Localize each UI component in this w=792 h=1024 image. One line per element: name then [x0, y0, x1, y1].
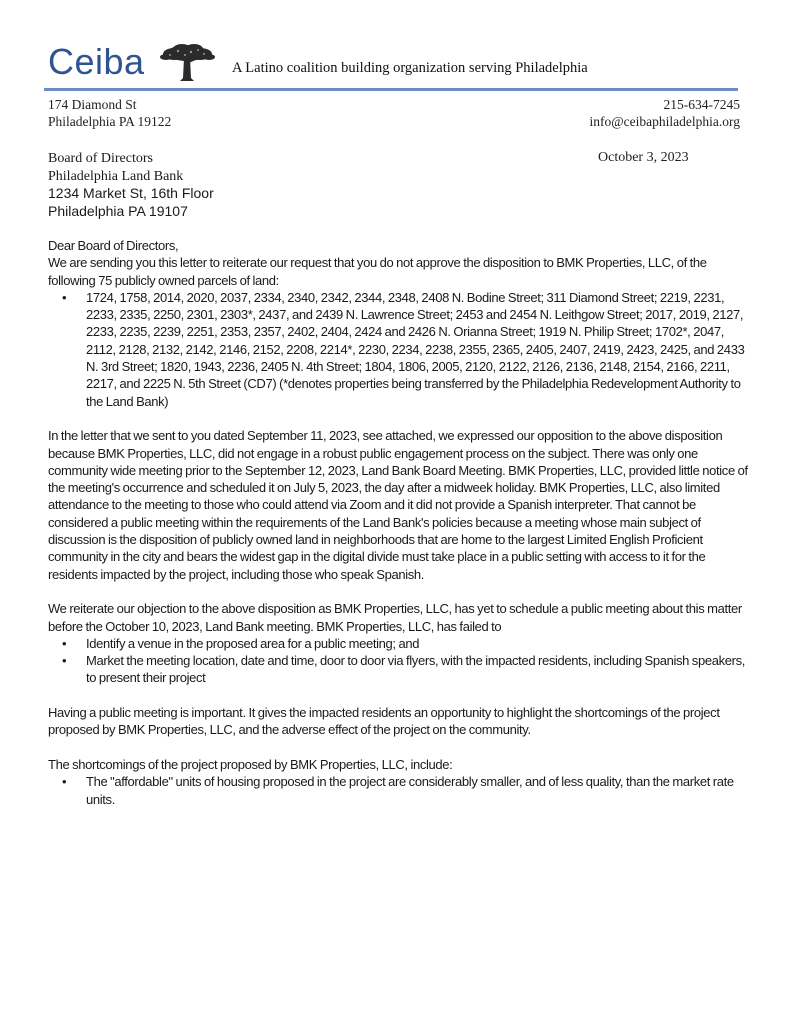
paragraph-shortcomings-intro: The shortcomings of the project proposed by BMK Properties, LLC, include: — [48, 756, 453, 772]
bullet-icon: • — [62, 289, 67, 305]
bullet-icon: • — [62, 635, 67, 651]
paragraph-prior-letter: In the letter that we sent to you dated September 11, 2023, see attached, we expressed our opposition to the above disposition because BMK Properties, LLC, did not engage in a robust public engagement process on the subject. There was only one community wide meeting prior to the September 12, 2023, Land Bank Board Meeting. BMK Properties, LLC, provided little notice of the meeting's occurrence and scheduled it on July 5, 2023, the day after a midweek holiday. BMK Properties, LLC, also limited attendance to the meeting to those who could attend via Zoom and it did not provide a Spanish interpreter. That cannot be considered a public meeting within the requirements of the Land Bank's policies because a meeting whose main subject of discussion is the disposition of publicly owned land in neighborhoods that are home to the largest Limited English Proficient community in the city and bears the widest gap in the digital divide must take place in a public setting with access to it for the residents impacted by the project, including those who speak Spanish. — [48, 428, 748, 582]
bullet-icon: • — [62, 774, 67, 790]
shortcoming-item — [48, 773, 748, 808]
org-logo-text: Ceiba — [48, 41, 145, 82]
sender-contact — [589, 96, 740, 130]
sender-address — [48, 96, 171, 130]
paragraph-importance: Having a public meeting is important. It gives the impacted residents an opportunity to highlight the shortcomings of the project proposed by BMK Properties, LLC, and the adverse effect of the project on the community. — [48, 705, 720, 738]
sender-phone: 215-634-7245 — [663, 97, 740, 112]
recipient-line3: 1234 Market St, 16th Floor — [48, 185, 214, 201]
org-tagline: A Latino coalition building organization serving Philadelphia — [232, 60, 588, 76]
recipient-address — [48, 150, 214, 220]
sender-email: info@ceibaphiladelphia.org — [589, 114, 740, 129]
shortcoming-text: The "affordable" units of housing proposed in the project are considerably smaller, and of less quality, than the market rate units. — [86, 774, 734, 807]
failed-to-item — [48, 635, 748, 652]
recipient-line2: Philadelphia Land Bank — [48, 168, 184, 184]
sender-address-line1: 174 Diamond St — [48, 97, 137, 112]
shortcomings-list — [48, 773, 748, 808]
letter-body — [48, 237, 748, 808]
tree-icon — [158, 42, 216, 82]
failed-to-text: Market the meeting location, date and time, door to door via flyers, with the impacted residents, including Spanish speakers, to present their project — [86, 653, 746, 686]
header-rule — [44, 88, 738, 91]
parcels-text: 1724, 1758, 2014, 2020, 2037, 2334, 2340, 2342, 2344, 2348, 2408 N. Bodine Street; 311 Diamond Street; 2219, 2231, 2233, 2335, 2250, 2301, 2303*, 2437, and 2439 N. Lawrence Street; 2453 and 2454 N. Leithgow Street; 2017, 2019, 2127, 2233, 2235, 2239, 2251, 2353, 2357, 2402, 2404, 2424 and 2426 N. Orianna Street; 1919 N. Philip Street; 1702*, 2047, 2112, 2128, 2132, 2142, 2146, 2152, 2208, 2214*, 2230, 2234, 2238, 2355, 2365, 2405, 2407, 2419, 2423, 2425, and 2433 N. 3rd Street; 1820, 1943, 2236, 2405 N. 4th Street; 1804, 1806, 2005, 2120, 2122, 2126, 2136, 2148, 2154, 2166, 2211, 2217, and 2225 N. 5th Street (CD7) (*denotes properties being transferred by the Philadelphia Redevelopment Authority to the Land Bank) — [86, 289, 745, 409]
recipient-line1: Board of Directors — [48, 151, 153, 166]
failed-to-item — [48, 652, 748, 687]
sender-address-line2: Philadelphia PA 19122 — [48, 114, 172, 129]
letter-date: October 3, 2023 — [598, 150, 689, 165]
parcels-list — [48, 289, 748, 410]
recipient-line4: Philadelphia PA 19107 — [48, 202, 188, 219]
parcels-list-item — [48, 289, 748, 410]
paragraph-objection: We reiterate our objection to the above disposition as BMK Properties, LLC, has yet to schedule a public meeting about this matter before the October 10, 2023, Land Bank meeting. BMK Properties, LLC, has failed to — [48, 601, 742, 634]
intro-paragraph: We are sending you this letter to reiterate our request that you do not approve the disposition to BMK Properties, LLC, of the following 75 publicly owned parcels of land: — [48, 255, 707, 288]
failed-to-text: Identify a venue in the proposed area for a public meeting; and — [86, 635, 420, 651]
bullet-icon: • — [62, 653, 67, 669]
letterhead-banner — [48, 40, 740, 90]
salutation: Dear Board of Directors, — [48, 238, 179, 253]
failed-to-list — [48, 635, 748, 687]
